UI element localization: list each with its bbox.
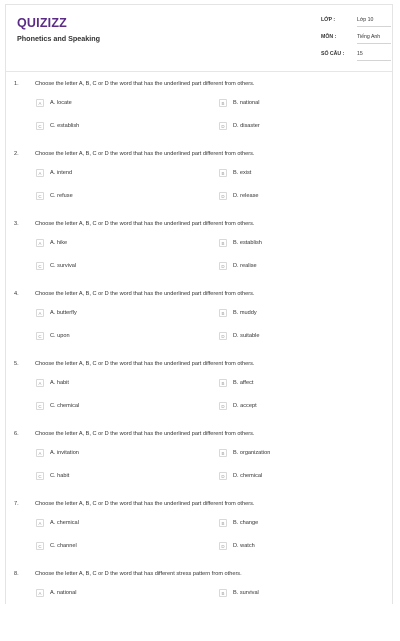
option-letter-box: D — [219, 402, 227, 410]
option-text: A. intend — [50, 170, 73, 176]
option-letter-box: B — [219, 169, 227, 177]
option-letter-box: D — [219, 472, 227, 480]
meta-row-question-count — [321, 50, 391, 67]
question-item — [6, 361, 392, 431]
question-number: 1. — [14, 81, 19, 87]
option-text: A. locate — [50, 100, 72, 106]
option-letter-box: A — [36, 309, 44, 317]
option-text: B. organization — [233, 450, 271, 456]
option-text: D. disaster — [233, 123, 260, 129]
question-text: Choose the letter A, B, C or D the word that has the underlined part different from others. — [35, 81, 255, 87]
option-text: B. change — [233, 520, 259, 526]
question-number: 8. — [14, 571, 19, 577]
meta-row-class — [321, 16, 391, 33]
option-text: B. affect — [233, 380, 254, 386]
option-letter-box: D — [219, 332, 227, 340]
option-letter-box: B — [219, 519, 227, 527]
option-text: D. watch — [233, 543, 255, 549]
option-letter-box: B — [219, 589, 227, 597]
option-letter-box: D — [219, 542, 227, 550]
option-letter-box: B — [219, 309, 227, 317]
question-item — [6, 81, 392, 151]
quizizz-logo: QUIZIZZ — [17, 16, 68, 30]
meta-label: SỐ CÂU : — [321, 51, 345, 57]
option-letter-box: C — [36, 122, 44, 130]
option-text: C. upon — [50, 333, 70, 339]
option-letter-box: A — [36, 379, 44, 387]
question-text: Choose the letter A, B, C or D the word that has the underlined part different from others. — [35, 291, 255, 297]
question-number: 2. — [14, 151, 19, 157]
option-text: A. national — [50, 590, 77, 596]
question-number: 4. — [14, 291, 19, 297]
option-letter-box: C — [36, 472, 44, 480]
meta-row-subject — [321, 33, 391, 50]
option-letter-box: B — [219, 99, 227, 107]
option-letter-box: C — [36, 262, 44, 270]
worksheet-title: Phonetics and Speaking — [17, 34, 101, 43]
option-text: D. chemical — [233, 473, 263, 479]
option-text: D. suitable — [233, 333, 260, 339]
question-list — [6, 81, 392, 641]
question-number: 6. — [14, 431, 19, 437]
option-text: B. muddy — [233, 310, 257, 316]
option-letter-box: A — [36, 239, 44, 247]
option-text: A. habit — [50, 380, 69, 386]
option-text: B. establish — [233, 240, 262, 246]
option-letter-box: A — [36, 589, 44, 597]
question-item — [6, 571, 392, 641]
option-letter-box: C — [36, 402, 44, 410]
question-text: Choose the letter A, B, C or D the word that has the underlined part different from others. — [35, 361, 255, 367]
question-item — [6, 221, 392, 291]
option-text: A. butterfly — [50, 310, 77, 316]
question-text: Choose the letter A, B, C or D the word that has the underlined part different from others. — [35, 501, 255, 507]
option-text: C. survival — [50, 263, 77, 269]
option-text: C. channel — [50, 543, 77, 549]
meta-value: Lớp 10 — [357, 17, 391, 27]
option-text: D. realise — [233, 263, 257, 269]
option-text: D. release — [233, 193, 259, 199]
question-text: Choose the letter A, B, C or D the word that has the underlined part different from others. — [35, 431, 255, 437]
option-letter-box: B — [219, 239, 227, 247]
option-letter-box: C — [36, 192, 44, 200]
worksheet-header — [6, 5, 392, 72]
option-text: C. refuse — [50, 193, 73, 199]
question-text: Choose the letter A, B, C or D the word that has the underlined part different from others. — [35, 151, 255, 157]
option-letter-box: B — [219, 379, 227, 387]
worksheet-meta — [321, 16, 391, 67]
option-text: C. habit — [50, 473, 70, 479]
question-item — [6, 291, 392, 361]
option-text: B. exist — [233, 170, 252, 176]
question-item — [6, 431, 392, 501]
option-letter-box: D — [219, 192, 227, 200]
option-letter-box: C — [36, 542, 44, 550]
meta-label: LỚP : — [321, 17, 336, 23]
option-letter-box: A — [36, 519, 44, 527]
option-letter-box: C — [36, 332, 44, 340]
meta-value: 15 — [357, 51, 391, 61]
question-text: Choose the letter A, B, C or D the word that has the underlined part different from others. — [35, 221, 255, 227]
option-text: C. establish — [50, 123, 80, 129]
question-text: Choose the letter A, B, C or D the word that has different stress pattern from others. — [35, 571, 242, 577]
question-number: 7. — [14, 501, 19, 507]
option-letter-box: A — [36, 99, 44, 107]
option-text: C. chemical — [50, 403, 80, 409]
option-text: A. invitation — [50, 450, 79, 456]
question-number: 5. — [14, 361, 19, 367]
option-text: A. chemical — [50, 520, 79, 526]
option-text: D. accept — [233, 403, 257, 409]
option-text: B. national — [233, 100, 260, 106]
option-text: B. survival — [233, 590, 259, 596]
worksheet-page — [5, 4, 393, 604]
option-letter-box: A — [36, 449, 44, 457]
question-item — [6, 151, 392, 221]
option-letter-box: D — [219, 262, 227, 270]
meta-value: Tiếng Anh — [357, 34, 391, 44]
question-item — [6, 501, 392, 571]
option-letter-box: B — [219, 449, 227, 457]
option-letter-box: A — [36, 169, 44, 177]
option-letter-box: D — [219, 122, 227, 130]
option-text: A. hike — [50, 240, 68, 246]
question-number: 3. — [14, 221, 19, 227]
meta-label: MÔN : — [321, 34, 337, 40]
